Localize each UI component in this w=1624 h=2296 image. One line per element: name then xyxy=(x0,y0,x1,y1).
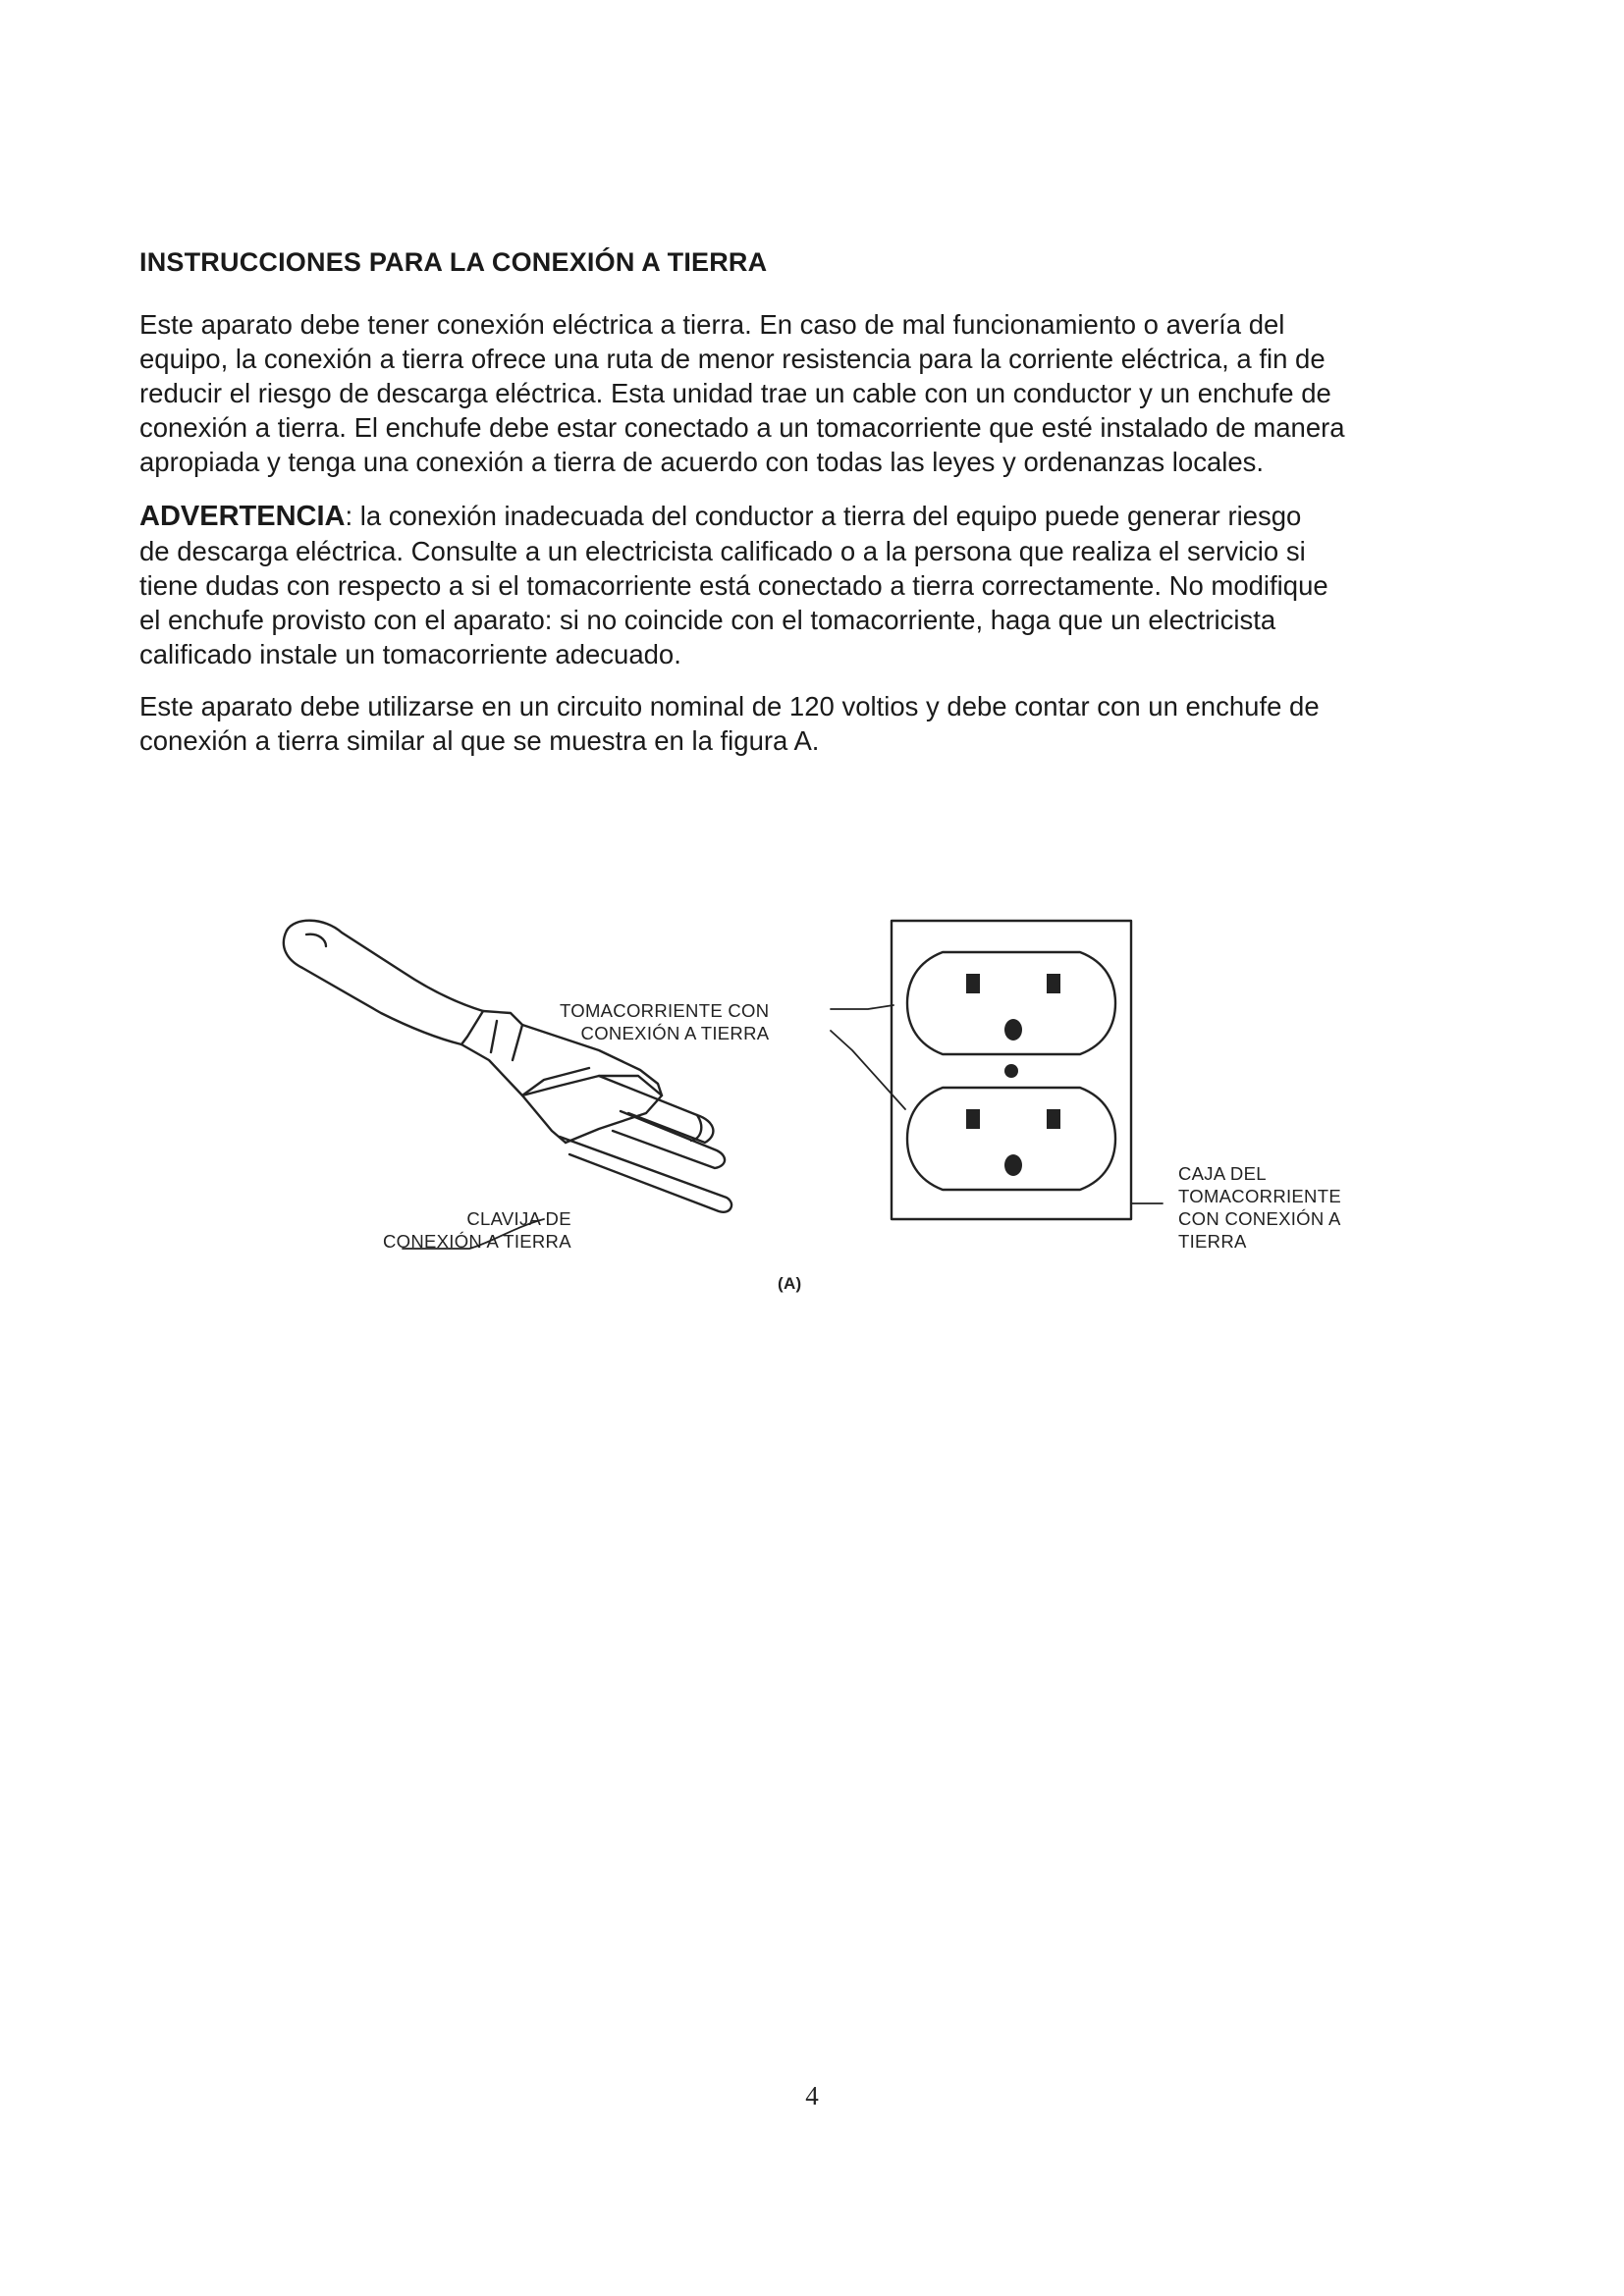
paragraph-warning xyxy=(139,499,1494,671)
text-line: apropiada y tenga una conexión a tierra de acuerdo con todas las leyes y ordenanzas locales. xyxy=(139,447,1265,477)
text-line: reducir el riesgo de descarga eléctrica. Esta unidad trae un cable con un conductor y un enchufe de xyxy=(139,378,1331,408)
receptacle-slots xyxy=(966,974,1060,1176)
text-line: tiene dudas con respecto a si el tomacorriente está conectado a tierra correctamente. No modifique xyxy=(139,570,1328,601)
plug-and-outlet-illustration xyxy=(265,903,1375,1315)
section-heading: INSTRUCCIONES PARA LA CONEXIÓN A TIERRA xyxy=(139,247,768,277)
text-line: de descarga eléctrica. Consulte a un electricista calificado o a la persona que realiza el servicio si xyxy=(139,536,1306,566)
warning-label: ADVERTENCIA xyxy=(139,501,346,532)
label-grounded-outlet: TOMACORRIENTE CON CONEXIÓN A TIERRA xyxy=(560,1000,770,1043)
text-line xyxy=(139,499,1494,534)
text-line: conexión a tierra similar al que se muestra en la figura A. xyxy=(139,725,820,756)
warning-first-line: : la conexión inadecuada del conductor a tierra del equipo puede generar riesgo xyxy=(345,501,1302,531)
paragraph-voltage xyxy=(139,689,1494,758)
text-line: equipo, la conexión a tierra ofrece una ruta de menor resistencia para la corriente eléctrica, a fin de xyxy=(139,344,1326,374)
text-line: Este aparato debe tener conexión eléctrica a tierra. En caso de mal funcionamiento o avería del xyxy=(139,309,1285,340)
text-line: el enchufe provisto con el aparato: si no coincide con el tomacorriente, haga que un electricista xyxy=(139,605,1276,635)
text-line: conexión a tierra. El enchufe debe estar conectado a un tomacorriente que esté instalado de manera xyxy=(139,412,1345,443)
label-outlet-box: CAJA DEL TOMACORRIENTE CON CONEXIÓN A TIERRA xyxy=(1178,1163,1341,1252)
paragraph-grounding-intro xyxy=(139,307,1494,479)
label-ground-pin: CLAVIJA DE CONEXIÓN A TIERRA xyxy=(383,1208,571,1252)
text-line: calificado instale un tomacorriente adecuado. xyxy=(139,639,681,669)
figure-caption: (A) xyxy=(778,1274,802,1293)
cord-illustration xyxy=(284,921,483,1044)
text-line: Este aparato debe utilizarse en un circuito nominal de 120 voltios y debe contar con un enchufe de xyxy=(139,691,1320,721)
grounding-figure xyxy=(265,903,1375,1315)
page-number: 4 xyxy=(805,2081,819,2110)
